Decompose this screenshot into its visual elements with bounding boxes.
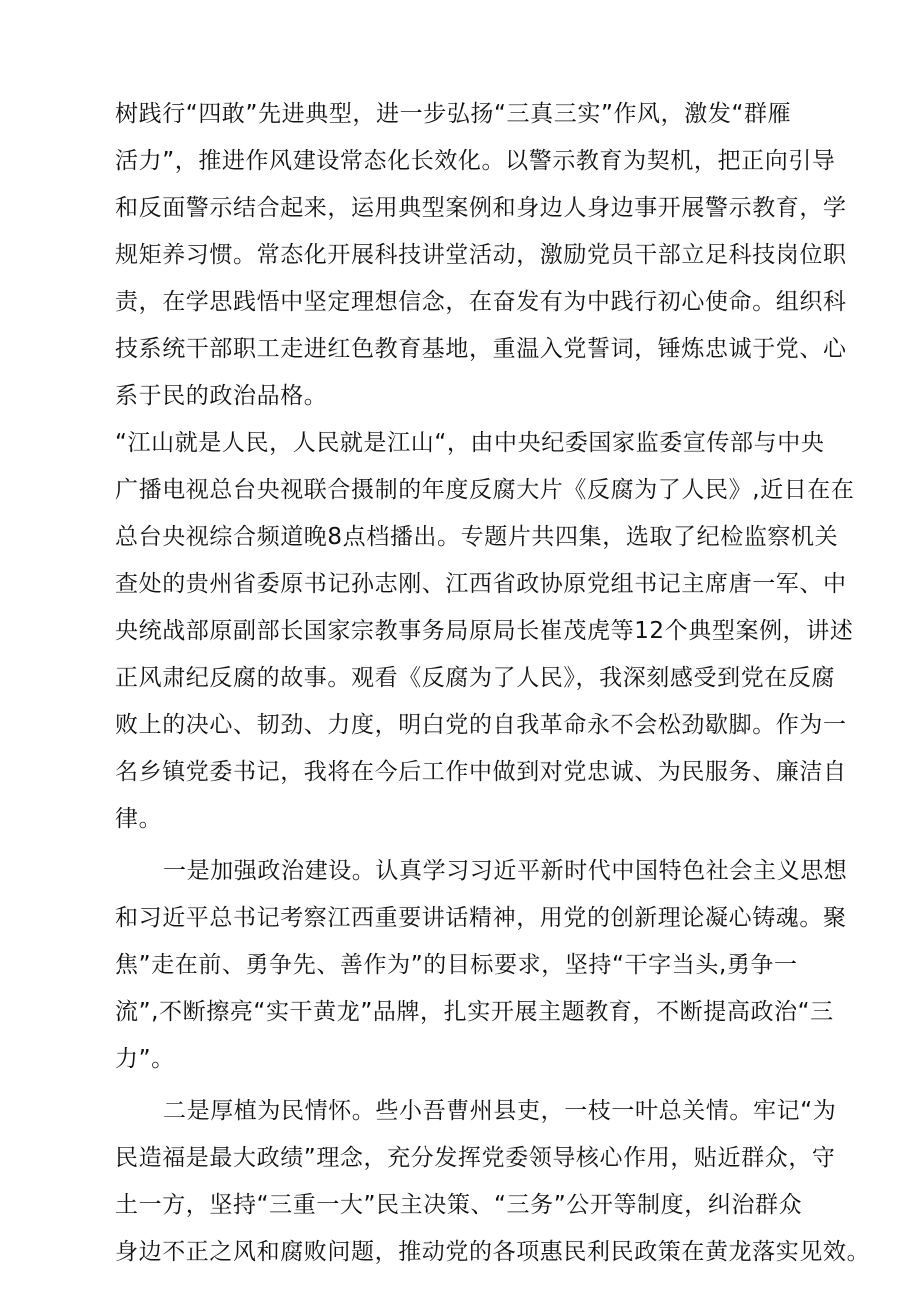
paragraph-1-line-3: 和反面警示结合起来，运用典型案例和身边人身边事开展警示教育，学 (115, 195, 847, 221)
paragraph-4-line-4: 身边不正之风和腐败问题，推动党的各项惠民利民政策在黄龙落实见效。 (115, 1239, 871, 1265)
paragraph-2-line-4: 查处的贵州省委原书记孙志刚、江西省政协原党组书记主席唐一军、中 (115, 571, 847, 597)
paragraph-2-line-2: 广播电视总台央视联合摄制的年度反腐大片《反腐为了人民》,近日在在 (115, 477, 855, 503)
paragraph-4-line-3: 土一方，坚持“三重一大”民主决策、“三务”公开等制度，纠治群众 (115, 1192, 803, 1218)
paragraph-2-line-8: 名乡镇党委书记，我将在今后工作中做到对党忠诚、为民服务、廉洁自 (115, 759, 847, 785)
paragraph-1-line-6: 技系统干部职工走进红色教育基地，重温入党誓词，锤炼忠诚于党、心 (115, 336, 847, 362)
paragraph-2-line-9: 律。 (115, 806, 163, 832)
paragraph-2-line-1: “江山就是人民，人民就是江山“，由中央纪委国家监委宣传部与中央 (115, 430, 825, 456)
paragraph-2-line-3: 总台央视综合频道晚8点档播出。专题片共四集，选取了纪检监察机关 (115, 524, 839, 550)
paragraph-3-line-2: 和习近平总书记考察江西重要讲话精神，用党的创新理论凝心铸魂。聚 (115, 905, 847, 931)
paragraph-1-line-5: 责，在学思践悟中坚定理想信念，在奋发有为中践行初心使命。组织科 (115, 289, 847, 315)
paragraph-3-line-4: 流”,不断擦亮“实干黄龙”品牌，扎实开展主题教育，不断提高政治“三 (115, 999, 834, 1025)
paragraph-1-line-4: 规矩养习惯。常态化开展科技讲堂活动，激励党员干部立足科技岗位职 (115, 242, 847, 268)
paragraph-3-line-3: 焦”走在前、勇争先、善作为”的目标要求，坚持“干字当头,勇争一 (115, 952, 798, 978)
paragraph-2-line-6: 正风肃纪反腐的故事。观看《反腐为了人民》，我深刻感受到党在反腐 (115, 665, 836, 691)
paragraph-2-line-7: 败上的决心、韧劲、力度，明白党的自我革命永不会松劲歇脚。作为一 (115, 712, 847, 738)
paragraph-3-line-1: 一是加强政治建设。认真学习习近平新时代中国特色社会主义思想 (163, 858, 848, 884)
paragraph-4-line-2: 民造福是最大政绩”理念，充分发挥党委领导核心作用，贴近群众，守 (115, 1145, 836, 1171)
paragraph-3-line-5: 力”。 (115, 1046, 175, 1072)
paragraph-1-line-1: 树践行“四敢”先进典型，进一步弘扬“三真三实”作风，激发“群雁 (115, 101, 792, 127)
paragraph-4-line-1: 二是厚植为民情怀。些小吾曹州县吏，一枝一叶总关情。牢记“为 (163, 1098, 837, 1124)
paragraph-1-line-7: 系于民的政治品格。 (115, 383, 328, 409)
paragraph-2-line-5: 央统战部原副部长国家宗教事务局原局长崔茂虎等12个典型案例，讲述 (115, 618, 854, 644)
paragraph-1-line-2: 活力”，推进作风建设常态化长效化。以警示教育为契机，把正向引导 (115, 148, 836, 174)
